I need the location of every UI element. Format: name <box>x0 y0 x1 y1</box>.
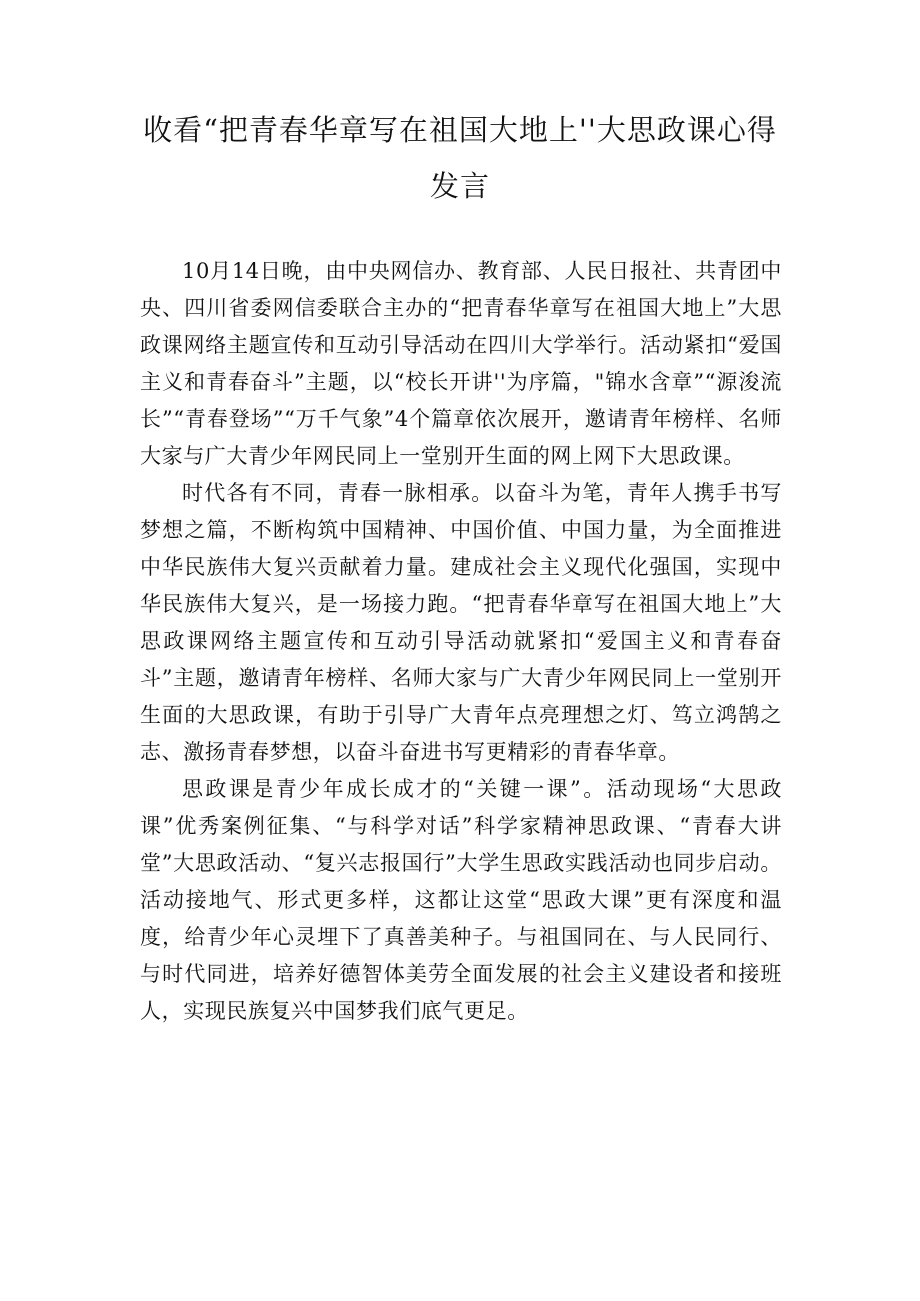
document-body <box>140 253 782 1030</box>
title-line-2: 发言 <box>429 169 490 203</box>
paragraph-1: 10月14日晚，由中央网信办、教育部、人民日报社、共青团中央、四川省委网信委联合主办的“把青春华章写在祖国大地上”大思政课网络主题宣传和互动引导活动在四川大学举行。活动紧扣“爱国主义和青春奋斗”主题，以“校长开讲''为序篇，"锦水含章”“源浚流长”“青春登场”“万千气象”4个篇章依次展开，邀请青年榜样、名师大家与广大青少年网民同上一堂别开生面的网上网下大思政课。 <box>140 259 782 468</box>
paragraph-2: 时代各有不同，青春一脉相承。以奋斗为笔，青年人携手书写梦想之篇，不断构筑中国精神、中国价值、中国力量，为全面推进中华民族伟大复兴贡献着力量。建成社会主义现代化强国，实现中华民族伟大复兴，是一场接力跑。“把青春华章写在祖国大地上”大思政课网络主题宣传和互动引导活动就紧扣“爱国主义和青春奋斗”主题，邀请青年榜样、名师大家与广大青少年网民同上一堂别开生面的大思政课，有助于引导广大青年点亮理想之灯、笃立鸿鹄之志、激扬青春梦想，以奋斗奋进书写更精彩的青春华章。 <box>140 481 782 764</box>
title-line-1: 收看“把青春华章写在祖国大地上''大思政课心得 <box>143 113 777 147</box>
paragraph-3: 思政课是青少年成长成才的“关键一课”。活动现场“大思政课”优秀案例征集、“与科学对话”科学家精神思政课、“青春大讲堂”大思政活动、“复兴志报国行”大学生思政实践活动也同步启动。活动接地气、形式更多样，这都让这堂“思政大课”更有深度和温度，给青少年心灵埋下了真善美种子。与祖国同在、与人民同行、与时代同进，培养好德智体美劳全面发展的社会主义建设者和接班人，实现民族复兴中国梦我们底气更足。 <box>140 777 782 1023</box>
page-title <box>140 102 780 214</box>
